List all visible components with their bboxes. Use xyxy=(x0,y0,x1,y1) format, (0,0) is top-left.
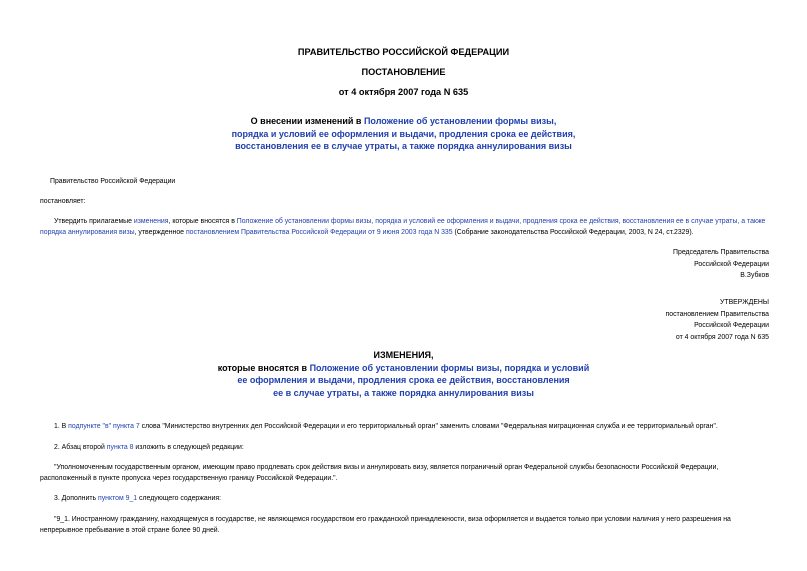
preamble-paragraph xyxy=(40,217,770,238)
approved-line1: УТВЕРЖДЕНЫ xyxy=(720,299,769,306)
link-point-7[interactable]: пункта 7 xyxy=(112,423,140,430)
signature-block xyxy=(673,247,769,282)
p1-text-d: (Собрание законодательства Российской Федерации, 2003, N 24, ст.2329). xyxy=(452,228,694,236)
changes-title-line1: ИЗМЕНЕНИЯ, xyxy=(373,350,434,360)
p1-text-a: Утвердить прилагаемые xyxy=(54,218,134,225)
link-resolution-335[interactable]: постановлением Правительства Российской Федерации от 9 июня 2003 года N 335 xyxy=(185,228,453,236)
p1-text-c: , утвержденное xyxy=(134,228,186,236)
link-regulation-a[interactable]: Положение об установлении формы визы, порядка и условий ее оформления и выдачи, продления срока ее действия, восстановления ее в случае утраты, xyxy=(236,218,740,225)
document-title xyxy=(0,115,807,153)
government-heading: ПРАВИТЕЛЬСТВО РОССИЙСКОЙ ФЕДЕРАЦИИ xyxy=(297,47,510,57)
item1-text-a: 1. В xyxy=(54,423,69,430)
item3-text-a: 3. Дополнить xyxy=(54,495,98,502)
title-link-regulation[interactable]: Положение об установлении формы визы, xyxy=(363,116,557,126)
signature-line3: В.Зубков xyxy=(740,272,769,280)
item-3-quote: "9_1. Иностранному гражданину, находящемуся в государстве, не являющемся государством его гражданской принадлежности, виза оформляется и выдается только при условии наличия у него разрешения на непрерывное пребывание в этой стране более 90 дней. xyxy=(40,516,731,534)
title-link-regulation-line2[interactable]: порядка и условий ее оформления и выдачи, продления срока ее действия, xyxy=(231,128,576,139)
approved-line4: от 4 октября 2007 года N 635 xyxy=(675,334,769,342)
approved-line2: постановлением Правительства xyxy=(665,310,769,318)
changes-title-line3[interactable]: ее оформления и выдачи, продления срока ее действия, восстановления xyxy=(237,375,570,385)
link-point-9-1[interactable]: пунктом 9_1 xyxy=(98,495,138,502)
doc-type-heading: ПОСТАНОВЛЕНИЕ xyxy=(361,67,446,77)
item2-text-b: изложить в следующей редакции: xyxy=(133,444,244,451)
title-prefix: О внесении изменений в xyxy=(250,116,364,126)
title-link-regulation-line3[interactable]: восстановления ее в случае утраты, а также порядка аннулирования визы xyxy=(235,141,572,151)
changes-title xyxy=(0,349,807,399)
link-point-8[interactable]: пункта 8 xyxy=(106,444,134,451)
p1-text-b: , которые вносятся в xyxy=(168,218,237,225)
item-2-quote: "Уполномоченным государственным органом, имеющим право продлевать срок действия визы и аннулировать визу, является пограничный орган Федеральной службы безопасности Российской Федерации, расположенный в пункте пропуска через государственную границу Российской Федерации.". xyxy=(40,464,719,482)
approved-block xyxy=(666,297,770,344)
item2-text-a: 2. Абзац второй xyxy=(54,444,107,451)
preamble-resolves: постановляет: xyxy=(40,198,86,205)
changes-title-line4[interactable]: ее в случае утраты, а также порядка аннулирования визы xyxy=(273,387,534,398)
item3-text-b: следующего содержания: xyxy=(137,495,221,502)
date-number-heading: от 4 октября 2007 года N 635 xyxy=(338,87,469,97)
changes-title-link[interactable]: Положение об установлении формы визы, порядка и условий xyxy=(309,362,590,373)
link-changes[interactable]: изменения xyxy=(133,218,169,225)
approved-line3: Российской Федерации xyxy=(694,322,769,330)
link-subpoint-v[interactable]: подпункте "в" xyxy=(68,423,112,430)
preamble-government: Правительство Российской Федерации xyxy=(50,178,176,185)
item-1 xyxy=(54,422,774,433)
link-regulation-b[interactable]: а также порядка аннулирования визы xyxy=(40,218,766,236)
item1-text-b: слова "Министерство внутренних дел Российской Федерации и его территориальный орган" заменить словами "Федеральная миграционная служба и ее территориальный орган". xyxy=(139,423,718,430)
changes-title-prefix: которые вносятся в xyxy=(217,362,310,373)
item-2 xyxy=(54,443,244,454)
signature-line2: Российской Федерации xyxy=(694,260,769,268)
signature-line1: Председатель Правительства xyxy=(673,249,769,256)
item-3 xyxy=(54,494,221,505)
